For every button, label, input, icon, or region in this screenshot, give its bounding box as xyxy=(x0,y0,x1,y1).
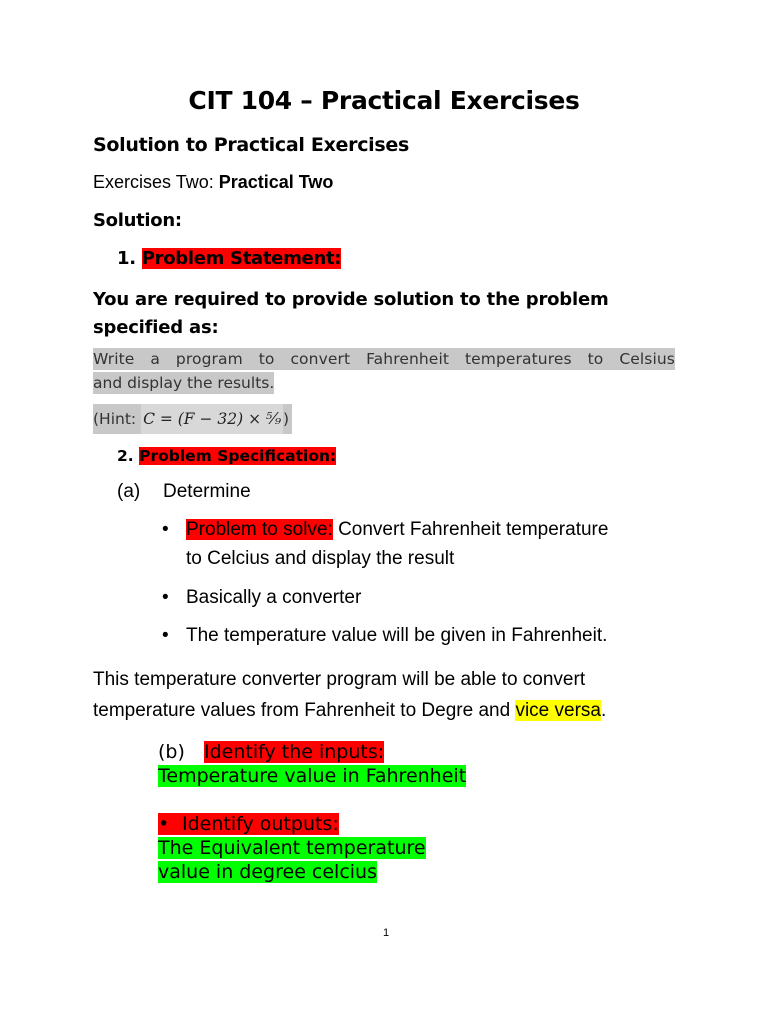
word: convert xyxy=(290,350,351,368)
problem-statement-heading xyxy=(117,248,341,269)
vice-versa-highlight: vice versa xyxy=(515,700,601,721)
exercise-name: Practical Two xyxy=(218,172,334,192)
word: to xyxy=(587,350,604,368)
bullet-icon: • xyxy=(158,813,170,835)
part-b-heading xyxy=(158,740,466,764)
section-number: 1. xyxy=(117,248,142,269)
outputs-value-line-2: value in degree celcius xyxy=(158,861,378,883)
requirement-line-1: You are required to provide solution to the problem xyxy=(93,289,609,310)
paragraph-line-2 xyxy=(93,695,606,726)
outputs-value-line-1: The Equivalent temperature xyxy=(158,837,426,859)
paragraph-line-1: This temperature converter program will be able to convert xyxy=(93,669,586,690)
hint-box xyxy=(93,404,292,434)
bullet-text: Basically a converter xyxy=(186,587,362,608)
word: a xyxy=(150,350,160,368)
bullet-item xyxy=(162,519,608,541)
bullet-item xyxy=(162,587,361,609)
hint-label: (Hint: xyxy=(93,410,142,428)
part-b-label: (b) xyxy=(158,741,185,763)
word: Write xyxy=(93,350,135,368)
exercise-line xyxy=(93,172,333,193)
page-title: CIT 104 – Practical Exercises xyxy=(188,86,580,115)
part-a xyxy=(117,481,251,503)
bullet-highlight: Problem to solve: xyxy=(186,519,333,540)
bullet-icon: • xyxy=(162,519,169,540)
word: Celsius xyxy=(619,350,675,368)
word: Fahrenheit xyxy=(366,350,450,368)
part-a-text: Determine xyxy=(163,481,251,502)
word: to xyxy=(258,350,275,368)
description-paragraph xyxy=(93,664,606,726)
paragraph-text: temperature values from Fahrenheit to Degre and xyxy=(93,700,516,721)
outputs-label xyxy=(158,813,339,835)
exercise-label: Exercises Two: xyxy=(93,172,219,192)
page-number: 1 xyxy=(383,927,390,939)
paragraph-period: . xyxy=(600,700,607,721)
problem-specification-heading xyxy=(117,447,336,465)
bullet-text: Convert Fahrenheit temperature xyxy=(332,519,609,540)
outputs-label-text: Identify outputs: xyxy=(182,813,339,835)
word: temperatures xyxy=(464,350,572,368)
word: program xyxy=(175,350,243,368)
inputs-value: Temperature value in Fahrenheit xyxy=(158,765,467,787)
requirement-line-2: specified as: xyxy=(93,317,219,338)
hint-close: ) xyxy=(283,410,290,428)
problem-specification-label: Problem Specification: xyxy=(139,447,337,465)
bullet-icon: • xyxy=(162,625,169,646)
bullet-icon: • xyxy=(162,587,169,608)
bullet-text: The temperature value will be given in Fahrenheit. xyxy=(186,625,608,646)
hint-formula: C = (F − 32) × ⁵⁄₉ xyxy=(141,404,283,434)
problem-statement-label: Problem Statement: xyxy=(141,248,342,269)
bullet-continuation: to Celcius and display the result xyxy=(186,548,455,569)
bullet-item xyxy=(162,625,607,647)
section-number: 2. xyxy=(117,447,140,465)
solution-label: Solution: xyxy=(93,210,182,231)
requirement-text xyxy=(93,286,609,342)
problem-line-2: and display the results. xyxy=(93,374,275,392)
problem-line-1 xyxy=(93,348,675,370)
part-b xyxy=(158,740,466,884)
part-a-label: (a) xyxy=(117,481,141,502)
section-heading: Solution to Practical Exercises xyxy=(93,134,409,156)
inputs-label: Identify the inputs: xyxy=(204,741,385,763)
